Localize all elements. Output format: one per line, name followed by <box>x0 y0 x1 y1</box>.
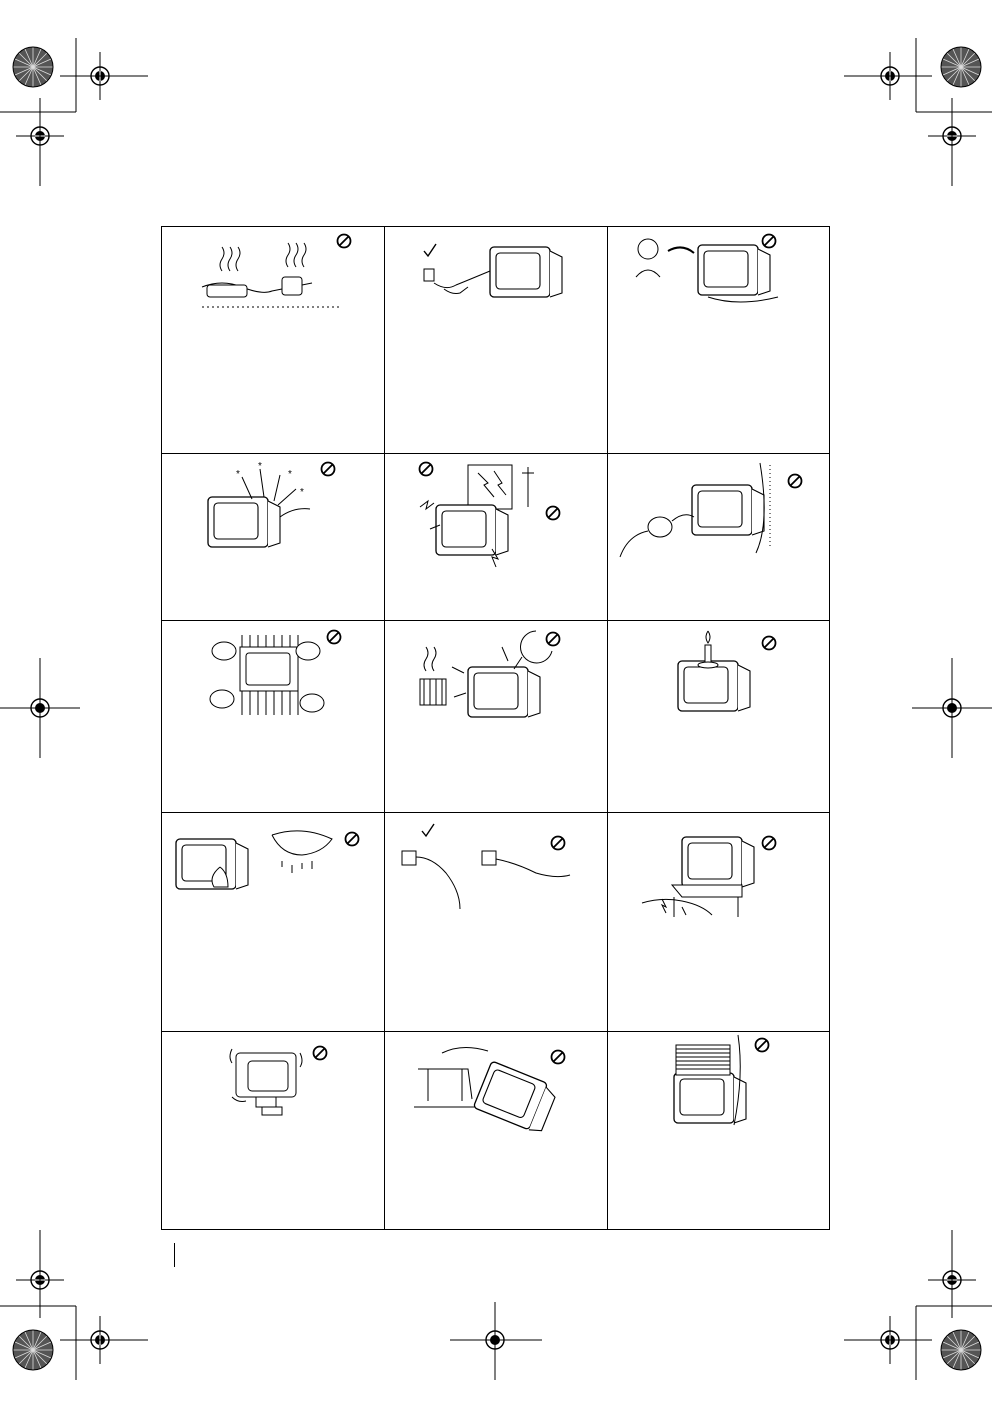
svg-text:*: * <box>300 487 304 498</box>
damaged-cord-illustration <box>642 837 754 917</box>
prohibited-icon <box>763 235 776 248</box>
prohibited-icon <box>338 235 351 248</box>
star-target-icon <box>941 1330 981 1370</box>
unstable-surface-illustration <box>230 1049 302 1115</box>
objects-inserted-illustration <box>208 461 310 547</box>
prohibited-icon <box>547 633 560 646</box>
prohibited-icon <box>552 837 565 850</box>
svg-text:*: * <box>288 469 292 480</box>
cleaning-cloth-illustration <box>176 831 332 889</box>
lightning-storm-illustration <box>420 465 534 567</box>
heat-sun-exposure-illustration <box>420 631 552 717</box>
grid-divider <box>162 812 829 813</box>
plug-into-outlet-illustration <box>424 244 562 297</box>
service-technician-illustration <box>636 239 778 302</box>
star-target-icon <box>13 47 53 87</box>
grid-divider <box>162 1031 829 1032</box>
overloaded-outlet-illustration <box>202 243 342 307</box>
prohibited-icon <box>322 463 335 476</box>
grid-divider <box>607 227 608 1229</box>
prohibited-icon <box>420 463 433 476</box>
candle-on-tv-illustration <box>678 631 750 711</box>
humidity-steam-illustration <box>620 463 770 557</box>
prohibited-icon <box>789 475 802 488</box>
star-target-icon <box>941 47 981 87</box>
checkmark-icon <box>422 824 434 836</box>
blocked-ventilation-illustration <box>210 635 324 715</box>
falling-tv-illustration <box>414 1047 559 1134</box>
prohibited-icon <box>756 1039 769 1052</box>
svg-text:*: * <box>258 461 262 472</box>
prohibited-icon <box>547 507 560 520</box>
prohibited-icon <box>552 1051 565 1064</box>
objects-on-top-illustration <box>674 1035 746 1125</box>
grid-divider <box>384 227 385 1229</box>
illustrations-layer <box>162 227 829 1229</box>
prohibited-icon <box>328 631 341 644</box>
prohibited-icon <box>314 1047 327 1060</box>
grid-divider <box>162 453 829 454</box>
prohibited-icon <box>763 837 776 850</box>
checkmark-icon <box>424 244 436 256</box>
prohibited-icon <box>346 833 359 846</box>
svg-text:*: * <box>236 469 240 480</box>
plug-handling-illustration <box>402 824 570 909</box>
page-number-rule <box>174 1243 175 1267</box>
safety-illustration-grid <box>161 226 830 1230</box>
prohibited-icon <box>763 637 776 650</box>
star-target-icon <box>13 1330 53 1370</box>
grid-divider <box>162 620 829 621</box>
